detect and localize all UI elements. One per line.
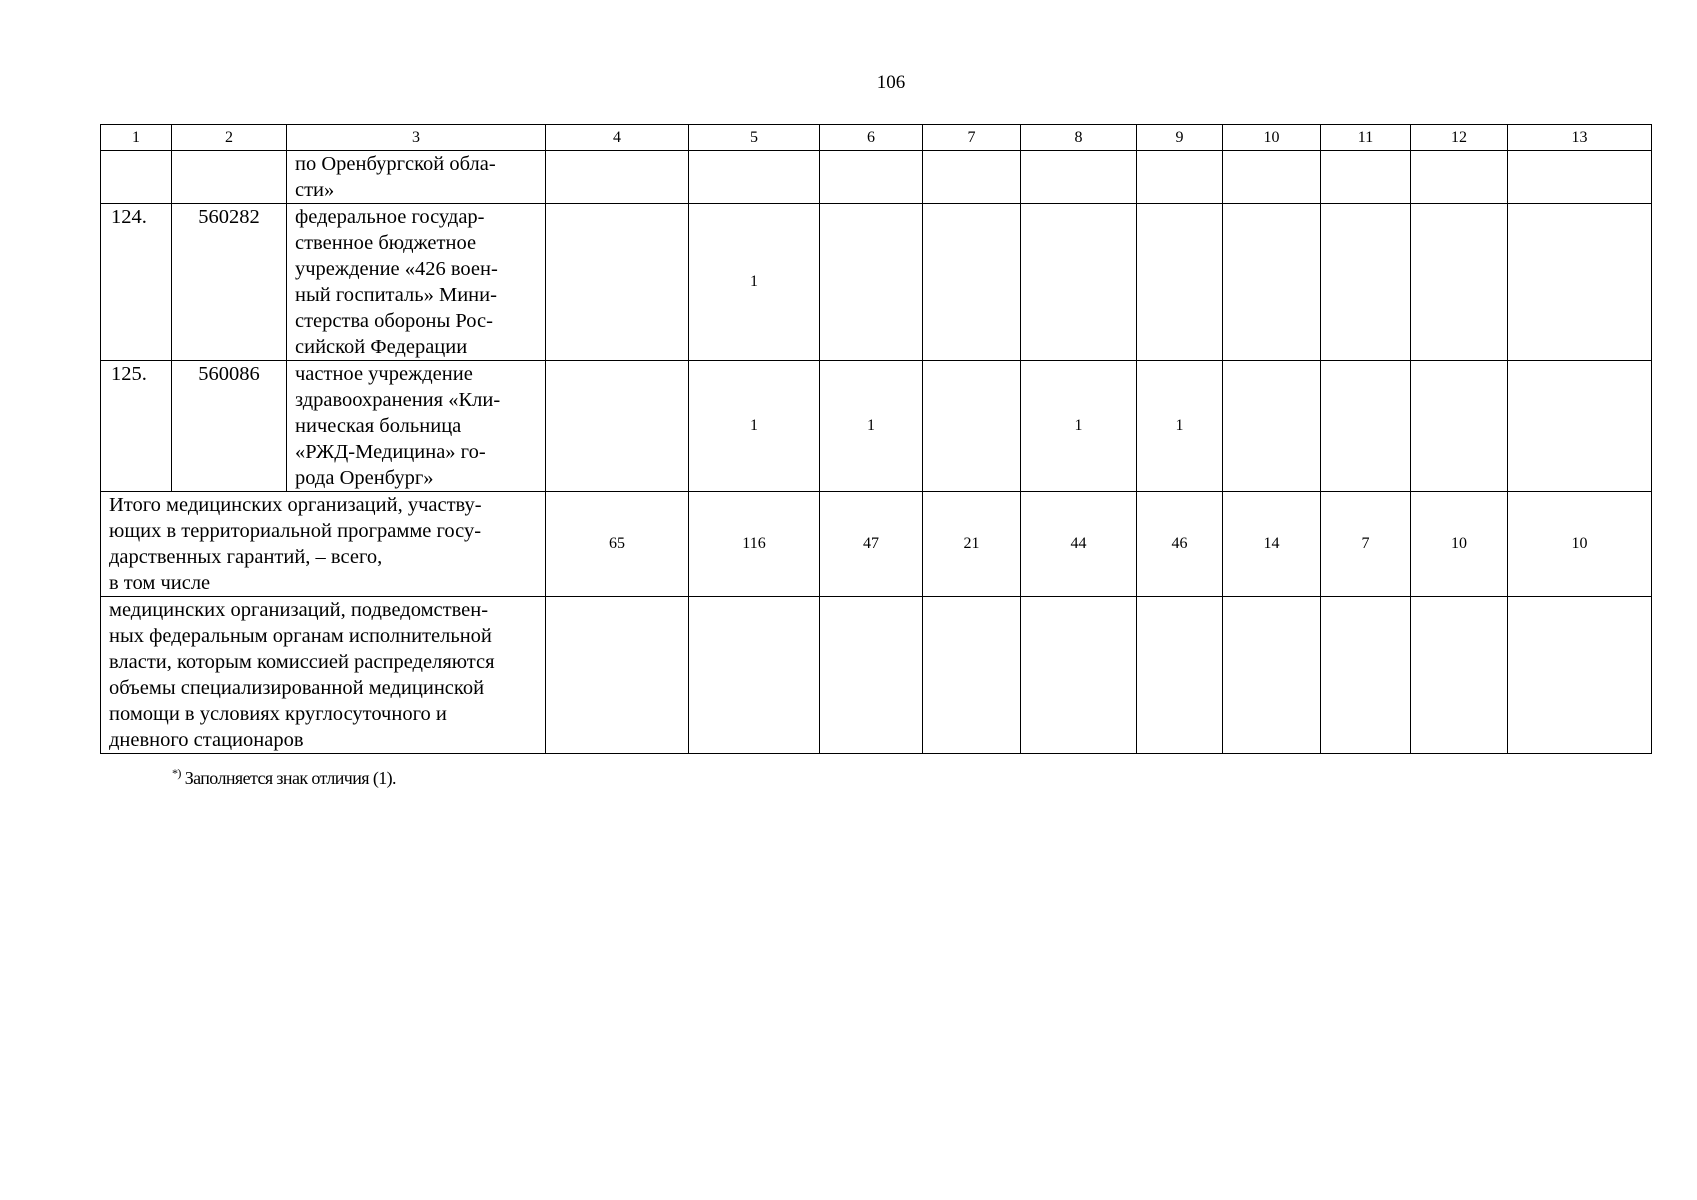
page-number: 106	[876, 72, 906, 93]
value-cell	[1021, 597, 1137, 754]
row-index-cell	[101, 151, 172, 204]
value-cell	[1321, 597, 1411, 754]
value-cell	[689, 597, 820, 754]
organization-code-cell: 560282	[172, 204, 287, 361]
value-cell	[1508, 361, 1652, 492]
value-cell: 10	[1411, 492, 1508, 597]
value-cell	[1321, 151, 1411, 204]
value-cell	[923, 204, 1021, 361]
value-cell: 1	[1021, 361, 1137, 492]
value-cell: 65	[546, 492, 689, 597]
value-cell: 1	[689, 204, 820, 361]
column-number-cell: 12	[1411, 125, 1508, 151]
value-cell	[923, 151, 1021, 204]
table-row	[101, 361, 1652, 492]
value-cell: 14	[1223, 492, 1321, 597]
table-row	[101, 204, 1652, 361]
value-cell: 1	[689, 361, 820, 492]
value-cell	[546, 151, 689, 204]
value-cell	[1223, 361, 1321, 492]
column-number-cell: 13	[1508, 125, 1652, 151]
value-cell	[923, 361, 1021, 492]
row-index-cell: 124.	[101, 204, 172, 361]
value-cell	[546, 597, 689, 754]
organization-code-cell	[172, 151, 287, 204]
column-number-cell: 11	[1321, 125, 1411, 151]
value-cell	[1021, 204, 1137, 361]
organization-name-cell: частное учреждение здравоохранения «Кли- ническая больница «РЖД-Медицина» го- рода Оренбург»	[287, 361, 546, 492]
value-cell: 116	[689, 492, 820, 597]
value-cell	[1411, 597, 1508, 754]
value-cell: 46	[1137, 492, 1223, 597]
value-cell	[1321, 204, 1411, 361]
value-cell	[1137, 597, 1223, 754]
column-number-cell: 2	[172, 125, 287, 151]
column-number-cell: 3	[287, 125, 546, 151]
table-row	[101, 151, 1652, 204]
column-number-cell: 8	[1021, 125, 1137, 151]
value-cell	[923, 597, 1021, 754]
value-cell: 10	[1508, 492, 1652, 597]
organization-name-cell: по Оренбургской обла- сти»	[287, 151, 546, 204]
value-cell	[1411, 204, 1508, 361]
value-cell	[546, 361, 689, 492]
footnote	[172, 766, 396, 789]
value-cell: 44	[1021, 492, 1137, 597]
value-cell	[1411, 361, 1508, 492]
value-cell	[1508, 204, 1652, 361]
value-cell	[689, 151, 820, 204]
footnote-marker: *)	[172, 766, 181, 780]
column-number-cell: 9	[1137, 125, 1223, 151]
value-cell	[1223, 597, 1321, 754]
column-number-cell: 10	[1223, 125, 1321, 151]
value-cell	[1508, 151, 1652, 204]
value-cell: 1	[1137, 361, 1223, 492]
value-cell	[820, 151, 923, 204]
organization-name-cell: федеральное государ- ственное бюджетное учреждение «426 воен- ный госпиталь» Мини- стерства обороны Рос- сийской Федерации	[287, 204, 546, 361]
column-number-cell: 6	[820, 125, 923, 151]
total-label-cell: Итого медицинских организаций, участву- ющих в территориальной программе госу- дарственных гарантий, – всего, в том числе	[101, 492, 546, 597]
value-cell: 7	[1321, 492, 1411, 597]
value-cell	[820, 597, 923, 754]
value-cell	[820, 204, 923, 361]
value-cell	[1321, 361, 1411, 492]
column-number-row	[101, 125, 1652, 151]
value-cell	[1411, 151, 1508, 204]
value-cell	[546, 204, 689, 361]
institutions-table	[100, 124, 1652, 754]
value-cell	[1021, 151, 1137, 204]
federal-subtotal-row	[101, 597, 1652, 754]
value-cell	[1223, 204, 1321, 361]
column-number-cell: 1	[101, 125, 172, 151]
footnote-text: Заполняется знак отличия (1).	[184, 768, 396, 788]
column-number-cell: 7	[923, 125, 1021, 151]
organization-code-cell: 560086	[172, 361, 287, 492]
total-row	[101, 492, 1652, 597]
row-index-cell: 125.	[101, 361, 172, 492]
value-cell: 1	[820, 361, 923, 492]
value-cell	[1223, 151, 1321, 204]
value-cell	[1137, 204, 1223, 361]
value-cell: 47	[820, 492, 923, 597]
column-number-cell: 5	[689, 125, 820, 151]
federal-label-cell: медицинских организаций, подведомствен- ных федеральным органам исполнительной власти, которым комиссией распределяются объемы специализированной медицинской помощи в условиях круглосуточного и дневного стационаров	[101, 597, 546, 754]
value-cell	[1137, 151, 1223, 204]
value-cell: 21	[923, 492, 1021, 597]
column-number-cell: 4	[546, 125, 689, 151]
value-cell	[1508, 597, 1652, 754]
